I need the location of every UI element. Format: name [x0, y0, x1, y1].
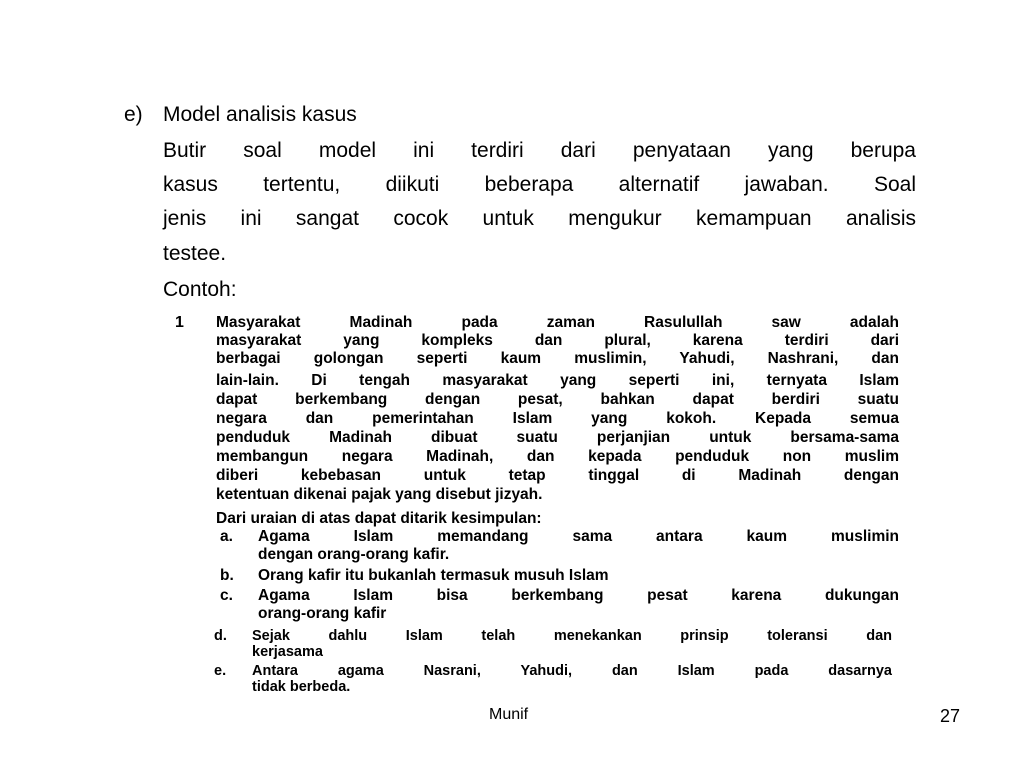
- option-text: Antara agama Nasrani, Yahudi, dan Islam pada dasarnya: [252, 663, 892, 679]
- option-text: kerjasama: [252, 644, 323, 660]
- description-line: kasus tertentu, diikuti beberapa alternatif jawaban. Soal: [163, 173, 916, 196]
- option-text: Agama Islam memandang sama antara kaum muslimin: [258, 528, 899, 545]
- option-text: dengan orang-orang kafir.: [258, 546, 450, 563]
- option-letter: d.: [214, 628, 227, 644]
- option-text: Sejak dahlu Islam telah menekankan prinsip toleransi dan: [252, 628, 892, 644]
- example-label: Contoh:: [163, 278, 237, 301]
- option-letter: e.: [214, 663, 227, 679]
- question-line: Masyarakat Madinah pada zaman Rasulullah saw adalah: [216, 314, 899, 331]
- option-letter: c.: [220, 587, 233, 604]
- option-letter: a.: [220, 528, 233, 545]
- section-title: Model analisis kasus: [163, 103, 357, 126]
- question-line: berbagai golongan seperti kaum muslimin, Yahudi, Nashrani, dan: [216, 350, 899, 367]
- description-line: jenis ini sangat cocok untuk mengukur kemampuan analisis: [163, 207, 916, 230]
- question-line: negara dan pemerintahan Islam yang kokoh. Kepada semua: [216, 410, 899, 427]
- section-letter: e): [124, 103, 143, 126]
- page-number: 27: [940, 706, 961, 726]
- option-letter: b.: [220, 567, 234, 584]
- option-text: orang-orang kafir: [258, 605, 387, 622]
- description-line: testee.: [163, 242, 227, 265]
- question-prompt: Dari uraian di atas dapat ditarik kesimpulan:: [216, 510, 542, 527]
- option-text: Agama Islam bisa berkembang pesat karena dukungan: [258, 587, 899, 604]
- question-number: 1: [175, 314, 184, 331]
- question-line: penduduk Madinah dibuat suatu perjanjian untuk bersama-sama: [216, 429, 899, 446]
- question-line: diberi kebebasan untuk tetap tinggal di Madinah dengan: [216, 467, 899, 484]
- question-line: lain-lain. Di tengah masyarakat yang seperti ini, ternyata Islam: [216, 372, 899, 389]
- footer-author: Munif: [489, 706, 529, 723]
- option-text: tidak berbeda.: [252, 679, 351, 695]
- option-text: Orang kafir itu bukanlah termasuk musuh Islam: [258, 567, 609, 584]
- question-line: ketentuan dikenai pajak yang disebut jizyah.: [216, 486, 543, 503]
- description-line: Butir soal model ini terdiri dari penyataan yang berupa: [163, 139, 916, 162]
- question-line: masyarakat yang kompleks dan plural, karena terdiri dari: [216, 332, 899, 349]
- question-line: membangun negara Madinah, dan kepada penduduk non muslim: [216, 448, 899, 465]
- question-line: dapat berkembang dengan pesat, bahkan dapat berdiri suatu: [216, 391, 899, 408]
